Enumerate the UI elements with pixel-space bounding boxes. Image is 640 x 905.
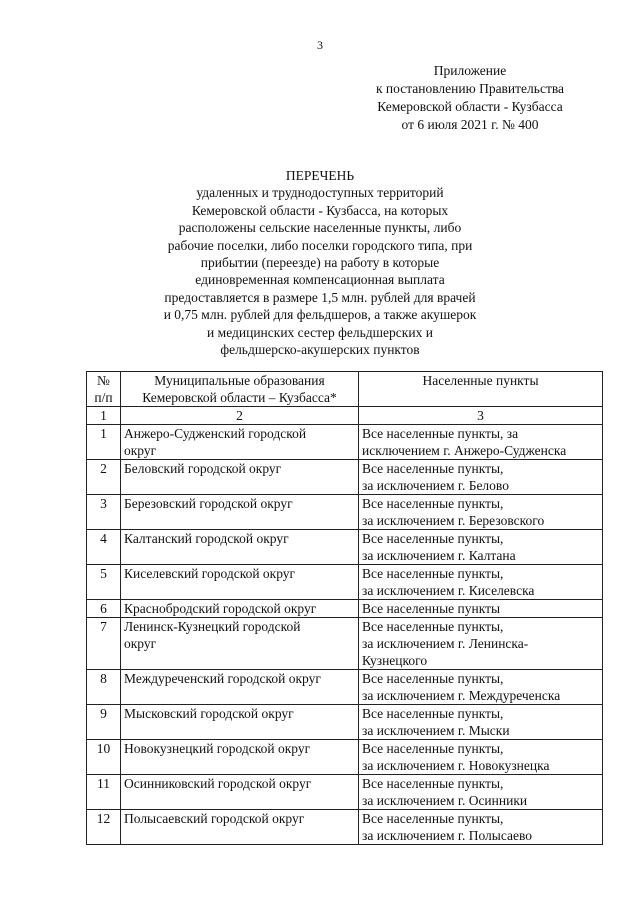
appendix-block: [350, 62, 590, 134]
settlements-cell-line: за исключением г. Мыски: [362, 723, 510, 738]
column-index: 2: [121, 407, 359, 425]
appendix-line: от 6 июля 2021 г. № 400: [401, 117, 539, 132]
table-row: [87, 740, 603, 775]
settlements-cell-line: за исключением г. Полысаево: [362, 828, 532, 843]
settlements-cell: [359, 600, 603, 618]
table-row: [87, 425, 603, 460]
municipality-cell-line: Осинниковский городской округ: [124, 776, 312, 791]
municipality-cell: [121, 565, 359, 600]
heading-line: расположены сельские населенные пункты, либо: [178, 220, 462, 236]
settlements-cell-line: за исключением г. Белово: [362, 478, 509, 493]
header-municipality: [121, 372, 359, 407]
settlements-cell-line: исключением г. Анжеро-Судженска: [362, 443, 567, 458]
table-row: [87, 495, 603, 530]
heading-line: удаленных и труднодоступных территорий: [196, 185, 444, 201]
table-row: [87, 618, 603, 670]
table-row: [87, 775, 603, 810]
settlements-cell-line: за исключением г. Березовского: [362, 513, 545, 528]
settlements-cell-line: Все населенные пункты,: [362, 619, 504, 634]
settlements-cell: [359, 810, 603, 845]
row-number: 10: [87, 740, 121, 775]
settlements-cell: [359, 618, 603, 670]
header-line: Кемеровской области – Кузбасса*: [142, 390, 337, 405]
settlements-cell-line: за исключением г. Киселевска: [362, 583, 535, 598]
page-number: 3: [317, 38, 323, 52]
row-number: 9: [87, 705, 121, 740]
municipality-cell: [121, 775, 359, 810]
municipality-cell-line: Анжеро-Судженский городской: [124, 426, 307, 441]
settlements-cell-line: за исключением г. Междуреченска: [362, 688, 561, 703]
municipality-cell-line: Ленинск-Кузнецкий городской: [124, 619, 301, 634]
table-row: [87, 565, 603, 600]
header-line: Населенные пункты: [422, 373, 539, 388]
table-row: [87, 810, 603, 845]
settlements-cell: [359, 775, 603, 810]
municipality-cell-line: Березовский городской округ: [124, 496, 293, 511]
municipality-cell: [121, 600, 359, 618]
heading-line: и медицинских сестер фельдшерских и: [207, 324, 433, 340]
table-row: [87, 530, 603, 565]
municipality-cell: [121, 495, 359, 530]
municipality-cell: [121, 810, 359, 845]
document-title: ПЕРЕЧЕНЬ: [285, 168, 355, 183]
settlements-cell-line: Все населенные пункты: [362, 601, 501, 616]
settlements-cell-line: Кузнецкого: [362, 653, 428, 668]
heading-line: рабочие поселки, либо поселки городского типа, при: [167, 237, 473, 253]
settlements-cell-line: Все населенные пункты,: [362, 531, 504, 546]
settlements-cell-line: Все населенные пункты,: [362, 671, 504, 686]
settlements-cell-line: за исключением г. Новокузнецка: [362, 758, 550, 773]
settlements-cell-line: Все населенные пункты,: [362, 566, 504, 581]
municipality-cell-line: Краснобродский городской округ: [124, 601, 317, 616]
municipality-cell-line: Киселевский городской округ: [124, 566, 296, 581]
column-index-row: [87, 407, 603, 425]
settlements-cell-line: Все населенные пункты,: [362, 741, 504, 756]
settlements-cell-line: за исключением г. Осинники: [362, 793, 528, 808]
column-index: 3: [359, 407, 603, 425]
header-settlements: [359, 372, 603, 407]
heading-line: фельдшерско-акушерских пунктов: [220, 342, 420, 358]
heading-line: Кемеровской области - Кузбасса, на которых: [191, 202, 449, 218]
settlements-cell-line: за исключением г. Калтана: [362, 548, 516, 563]
municipality-cell: [121, 425, 359, 460]
appendix-line: к постановлению Правительства: [375, 81, 565, 96]
row-number: 7: [87, 618, 121, 670]
municipality-cell-line: Калтанский городской округ: [124, 531, 289, 546]
row-number: 2: [87, 460, 121, 495]
appendix-line: Кемеровской области - Кузбасса: [377, 99, 563, 114]
municipality-cell: [121, 670, 359, 705]
territories-table: [86, 371, 603, 845]
row-number: 5: [87, 565, 121, 600]
header-line: п/п: [94, 390, 113, 405]
municipality-cell-line: Новокузнецкий городской округ: [124, 741, 311, 756]
settlements-cell: [359, 705, 603, 740]
settlements-cell-line: Все населенные пункты,: [362, 776, 504, 791]
settlements-cell: [359, 495, 603, 530]
settlements-cell-line: Все населенные пункты,: [362, 811, 504, 826]
header-line: №: [97, 373, 110, 388]
heading-line: единовременная компенсационная выплата: [195, 272, 445, 288]
settlements-cell: [359, 740, 603, 775]
municipality-cell: [121, 530, 359, 565]
municipality-cell: [121, 618, 359, 670]
column-index: 1: [87, 407, 121, 425]
settlements-cell: [359, 460, 603, 495]
table-row: [87, 670, 603, 705]
municipality-cell: [121, 460, 359, 495]
row-number: 8: [87, 670, 121, 705]
table-row: [87, 600, 603, 618]
settlements-cell: [359, 425, 603, 460]
table-row: [87, 460, 603, 495]
table-row: [87, 705, 603, 740]
row-number: 6: [87, 600, 121, 618]
row-number: 4: [87, 530, 121, 565]
municipality-cell-line: Мысковский городской округ: [124, 706, 294, 721]
settlements-cell-line: за исключением г. Ленинска-: [362, 636, 529, 651]
table-header-row: [87, 372, 603, 407]
row-number: 12: [87, 810, 121, 845]
municipality-cell: [121, 705, 359, 740]
heading-line: и 0,75 млн. рублей для фельдшеров, а также акушерок: [163, 307, 477, 323]
heading-line: прибытии (переезде) на работу в которые: [200, 255, 440, 271]
settlements-cell: [359, 530, 603, 565]
municipality-cell-line: Междуреченский городской округ: [124, 671, 321, 686]
row-number: 11: [87, 775, 121, 810]
settlements-cell-line: Все населенные пункты,: [362, 706, 504, 721]
header-line: Муниципальные образования: [154, 373, 325, 388]
municipality-cell-line: округ: [124, 636, 157, 651]
header-number: [87, 372, 121, 407]
settlements-cell-line: Все населенные пункты,: [362, 461, 504, 476]
settlements-cell-line: Все населенные пункты,: [362, 496, 504, 511]
heading-line: предоставляется в размере 1,5 млн. рублей для врачей: [164, 289, 476, 305]
settlements-cell: [359, 670, 603, 705]
municipality-cell: [121, 740, 359, 775]
row-number: 3: [87, 495, 121, 530]
municipality-cell-line: Беловский городской округ: [124, 461, 282, 476]
row-number: 1: [87, 425, 121, 460]
municipality-cell-line: округ: [124, 443, 157, 458]
settlements-cell-line: Все населенные пункты, за: [362, 426, 519, 441]
document-heading: [120, 167, 520, 358]
settlements-cell: [359, 565, 603, 600]
appendix-line: Приложение: [433, 63, 507, 78]
municipality-cell-line: Полысаевский городской округ: [124, 811, 305, 826]
